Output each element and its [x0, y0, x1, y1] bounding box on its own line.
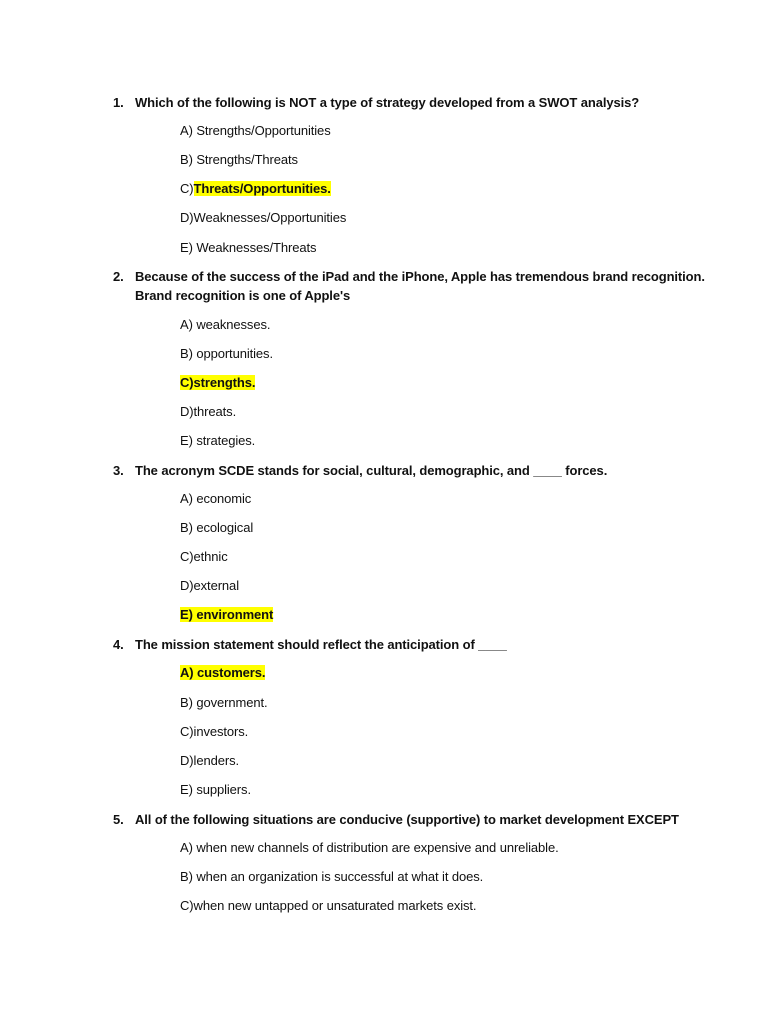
question-4 — [113, 635, 713, 654]
option-text: government. — [196, 695, 268, 710]
option-1b — [180, 151, 298, 169]
question-number: 3. — [113, 463, 124, 478]
option-prefix: D) — [180, 753, 194, 768]
option-prefix: B) — [180, 695, 197, 710]
option-prefix: B) — [180, 346, 197, 361]
option-1e — [180, 239, 316, 257]
question-number: 1. — [113, 95, 124, 110]
option-4b — [180, 694, 267, 712]
option-5c — [180, 897, 476, 915]
option-3c — [180, 548, 228, 566]
option-prefix: C) — [180, 375, 194, 390]
option-text: when new untapped or unsaturated markets exist. — [193, 898, 477, 913]
option-3a — [180, 490, 251, 508]
option-text: threats. — [193, 404, 237, 419]
option-prefix: E) — [180, 240, 197, 255]
question-text: Which of the following is NOT a type of strategy developed from a SWOT analysis? — [135, 95, 640, 110]
option-prefix: C) — [180, 181, 194, 196]
question-number: 5. — [113, 812, 124, 827]
question-text: Because of the success of the iPad and the iPhone, Apple has tremendous brand recognition. Brand recognition is one of Apple's — [135, 269, 705, 303]
option-prefix: C) — [180, 898, 194, 913]
question-text: All of the following situations are conducive (supportive) to market development EXCEPT — [135, 812, 679, 827]
option-prefix: A) — [180, 840, 197, 855]
option-text: investors. — [193, 724, 249, 739]
option-4d — [180, 752, 239, 770]
option-text: Weaknesses/Threats — [196, 240, 317, 255]
option-prefix: A) — [180, 491, 197, 506]
option-prefix: E) — [180, 782, 197, 797]
option-text: when an organization is successful at what it does. — [196, 869, 484, 884]
option-prefix: B) — [180, 520, 197, 535]
option-text: Strengths/Threats — [196, 152, 298, 167]
option-text: economic — [196, 491, 252, 506]
option-4c — [180, 723, 248, 741]
question-number: 2. — [113, 269, 124, 284]
option-text: external — [193, 578, 239, 593]
option-text: ecological — [196, 520, 254, 535]
highlighted-answer: customers. — [197, 665, 266, 680]
question-text: The acronym SCDE stands for social, cultural, demographic, and ____ forces. — [135, 463, 608, 478]
option-text: opportunities. — [196, 346, 273, 361]
option-3b — [180, 519, 253, 537]
option-prefix: D) — [180, 404, 194, 419]
option-2b — [180, 345, 273, 363]
option-4e — [180, 781, 251, 799]
option-prefix: C) — [180, 724, 194, 739]
option-prefix: E) — [180, 433, 197, 448]
option-prefix: E) — [180, 607, 197, 622]
option-prefix: D) — [180, 210, 194, 225]
option-text: lenders. — [193, 753, 239, 768]
option-4a-answer — [180, 664, 265, 682]
highlighted-answer: environment — [196, 607, 274, 622]
option-2a — [180, 316, 270, 334]
option-text: ethnic — [193, 549, 228, 564]
option-1a — [180, 122, 331, 140]
option-5b — [180, 868, 483, 886]
option-text: Weaknesses/Opportunities — [193, 210, 347, 225]
option-prefix: B) — [180, 869, 197, 884]
option-text: when new channels of distribution are expensive and unreliable. — [196, 840, 559, 855]
option-2d — [180, 403, 236, 421]
option-2c-answer — [180, 374, 255, 392]
option-5a — [180, 839, 559, 857]
option-prefix: B) — [180, 152, 197, 167]
option-text: strategies. — [196, 433, 256, 448]
question-1 — [113, 93, 713, 112]
option-3d — [180, 577, 239, 595]
question-2 — [113, 267, 713, 305]
option-prefix: A) — [180, 123, 197, 138]
question-3 — [113, 461, 713, 480]
option-prefix: D) — [180, 578, 194, 593]
option-text: weaknesses. — [196, 317, 271, 332]
option-1d — [180, 209, 346, 227]
option-prefix: A) — [180, 665, 198, 680]
question-5 — [113, 810, 713, 829]
option-prefix: A) — [180, 317, 197, 332]
option-1c-answer — [180, 180, 331, 198]
highlighted-answer: Threats/Opportunities. — [193, 181, 331, 196]
highlighted-answer: strengths. — [193, 375, 256, 390]
option-prefix: C) — [180, 549, 194, 564]
option-2e — [180, 432, 255, 450]
question-number: 4. — [113, 637, 124, 652]
option-text: Strengths/Opportunities — [196, 123, 331, 138]
option-3e-answer — [180, 606, 273, 624]
option-text: suppliers. — [196, 782, 251, 797]
question-text: The mission statement should reflect the anticipation of ____ — [135, 637, 507, 652]
